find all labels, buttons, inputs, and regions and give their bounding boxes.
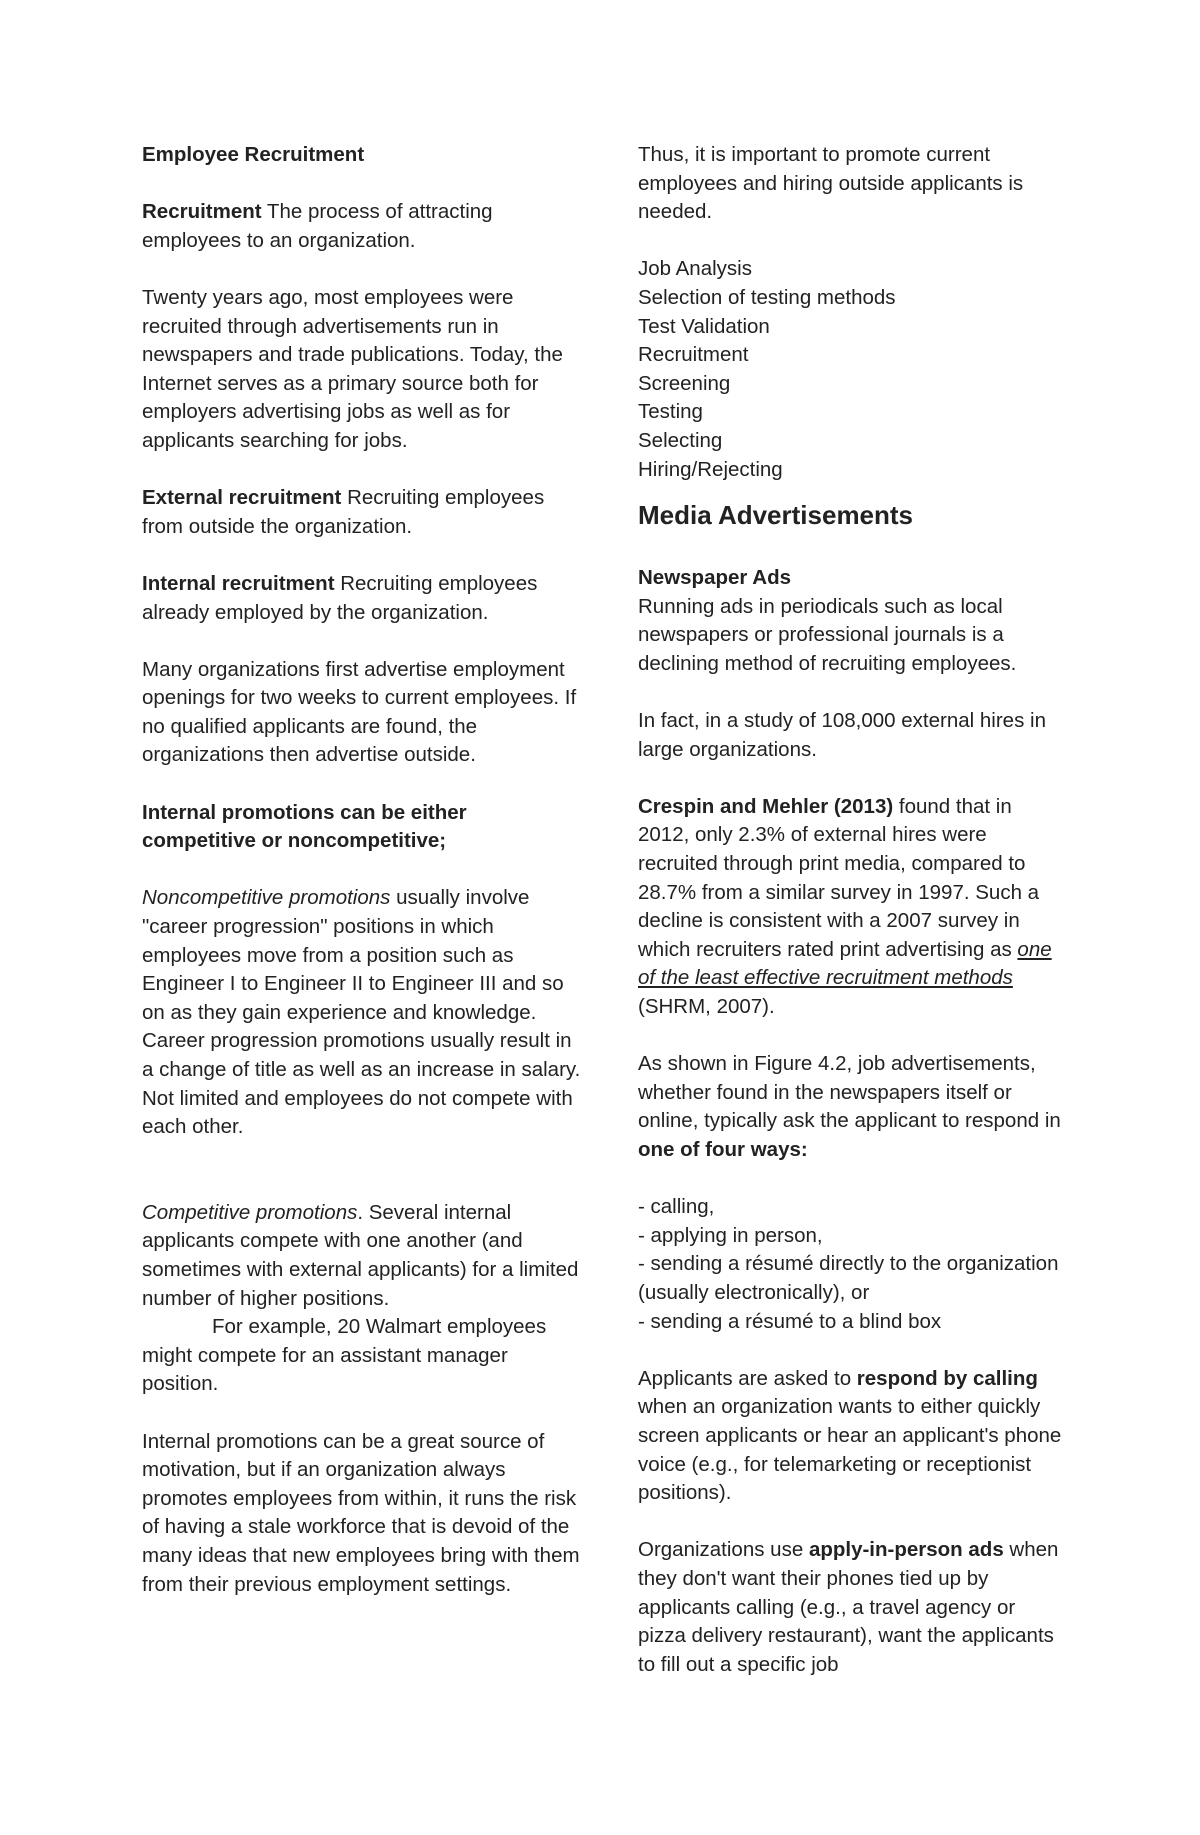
least-effective-emphasis: one of the least effective recruitment methods bbox=[638, 937, 1052, 990]
external-recruitment-definition bbox=[142, 484, 582, 541]
competitive-paragraph bbox=[142, 1199, 582, 1313]
external-term: External recruitment bbox=[142, 486, 342, 510]
competitive-example-text: For example, 20 Walmart employees might compete for an assistant manager position. bbox=[142, 1315, 547, 1396]
internal-recruitment-definition bbox=[142, 570, 582, 627]
figure-paragraph bbox=[638, 1050, 1068, 1164]
noncompetitive-paragraph bbox=[142, 884, 582, 1141]
list-item: Testing bbox=[638, 400, 703, 424]
list-item: Test Validation bbox=[638, 314, 770, 338]
competitive-term: Competitive promotions bbox=[142, 1200, 358, 1224]
competitive-text: . Several internal applicants compete with one another (and sometimes with external applicants) for a limited number of higher positions. bbox=[142, 1200, 579, 1310]
in-fact-paragraph: In fact, in a study of 108,000 external hires in large organizations. bbox=[638, 709, 1046, 761]
apply-in-person-paragraph bbox=[638, 1536, 1068, 1679]
calling-bold: respond by calling bbox=[856, 1366, 1038, 1390]
apply-pre: Organizations use bbox=[638, 1538, 809, 1562]
spacer bbox=[638, 1336, 1068, 1365]
noncompetitive-text: usually involve "career progression" positions in which employees move from a position such as Engineer I to Engineer II to Engineer III and so on as they gain experience and knowledge. Career progression promotions usually result in a change of title as well as an increase in salary. Not limited and employees do not compete with each other. bbox=[142, 886, 581, 1139]
list-item: Screening bbox=[638, 371, 731, 395]
recruitment-term: Recruitment bbox=[142, 200, 262, 224]
section-heading: Media Advertisements bbox=[638, 500, 914, 531]
list-item: Selection of testing methods bbox=[638, 285, 896, 309]
apply-post: when they don't want their phones tied up by applicants calling (e.g., a travel agency or pizza delivery restaurant), want the applicants to fill out a specific job bbox=[638, 1538, 1059, 1676]
right-column bbox=[638, 141, 1068, 1679]
newspaper-paragraph: Running ads in periodicals such as local newspapers or professional journals is a declining method of recruiting employees. bbox=[638, 594, 1017, 675]
external-def-text: Recruiting employees from outside the organization. bbox=[142, 486, 545, 538]
calling-paragraph bbox=[638, 1365, 1068, 1508]
four-ways-bold: one of four ways: bbox=[638, 1138, 808, 1161]
calling-pre: Applicants are asked to bbox=[638, 1366, 857, 1390]
list-item: - applying in person, bbox=[638, 1223, 823, 1247]
many-organizations-paragraph: Many organizations first advertise employment openings for two weeks to current employees. If no qualified applicants are found, the organizations then advertise outside. bbox=[142, 657, 577, 767]
recruitment-definition bbox=[142, 198, 582, 255]
list-item: Recruitment bbox=[638, 343, 749, 367]
document-title: Employee Recruitment bbox=[142, 143, 365, 166]
noncompetitive-term: Noncompetitive promotions bbox=[142, 886, 391, 910]
internal-term: Internal recruitment bbox=[142, 571, 335, 595]
left-column bbox=[142, 141, 582, 1628]
twenty-years-paragraph: Twenty years ago, most employees were recruited through advertisements run in newspapers and trade publications. Today, the Internet serves as a primary source both for employers advertising jobs as well as for applicants searching for jobs. bbox=[142, 285, 563, 452]
crespin-cite: (SHRM, 2007). bbox=[638, 995, 775, 1019]
response-ways-list bbox=[638, 1193, 1068, 1336]
list-item: Job Analysis bbox=[638, 257, 752, 281]
list-item: Hiring/Rejecting bbox=[638, 457, 783, 481]
promotions-heading: Internal promotions can be either competitive or noncompetitive; bbox=[142, 800, 467, 853]
competitive-example bbox=[142, 1313, 582, 1399]
apply-bold: apply-in-person ads bbox=[808, 1538, 1004, 1562]
spacer bbox=[142, 1142, 582, 1199]
list-item: Selecting bbox=[638, 428, 723, 452]
list-item: - calling, bbox=[638, 1195, 715, 1219]
stale-workforce-paragraph: Internal promotions can be a great source of motivation, but if an organization always promotes employees from within, it runs the risk of having a stale workforce that is devoid of the many ideas that new employees bring with them from their previous employment settings. bbox=[142, 1429, 580, 1596]
thus-paragraph: Thus, it is important to promote current employees and hiring outside applicants is needed. bbox=[638, 143, 1024, 224]
crespin-citation: Crespin and Mehler (2013) bbox=[638, 794, 894, 818]
calling-post: when an organization wants to either quickly screen applicants or hear an applicant's phone voice (e.g., for telemarketing or receptionist positions). bbox=[638, 1395, 1062, 1505]
crespin-paragraph bbox=[638, 793, 1068, 1022]
figure-text: As shown in Figure 4.2, job advertisements, whether found in the newspapers itself or online, typically ask the applicant to respond in bbox=[638, 1052, 1061, 1133]
list-item: - sending a résumé to a blind box bbox=[638, 1309, 942, 1333]
internal-def-text: Recruiting employees already employed by the organization. bbox=[142, 571, 538, 624]
list-item: - sending a résumé directly to the organization (usually electronically), or bbox=[638, 1252, 1059, 1304]
selection-steps-list bbox=[638, 255, 1068, 484]
subsection-heading: Newspaper Ads bbox=[638, 566, 792, 590]
recruitment-def-text: The process of attracting employees to an organization. bbox=[142, 200, 493, 252]
crespin-text: found that in 2012, only 2.3% of external hires were recruited through print media, compared to 28.7% from a similar survey in 1997. Such a decline is consistent with a 2007 survey in which recruiters rated print advertising as bbox=[638, 794, 1040, 961]
